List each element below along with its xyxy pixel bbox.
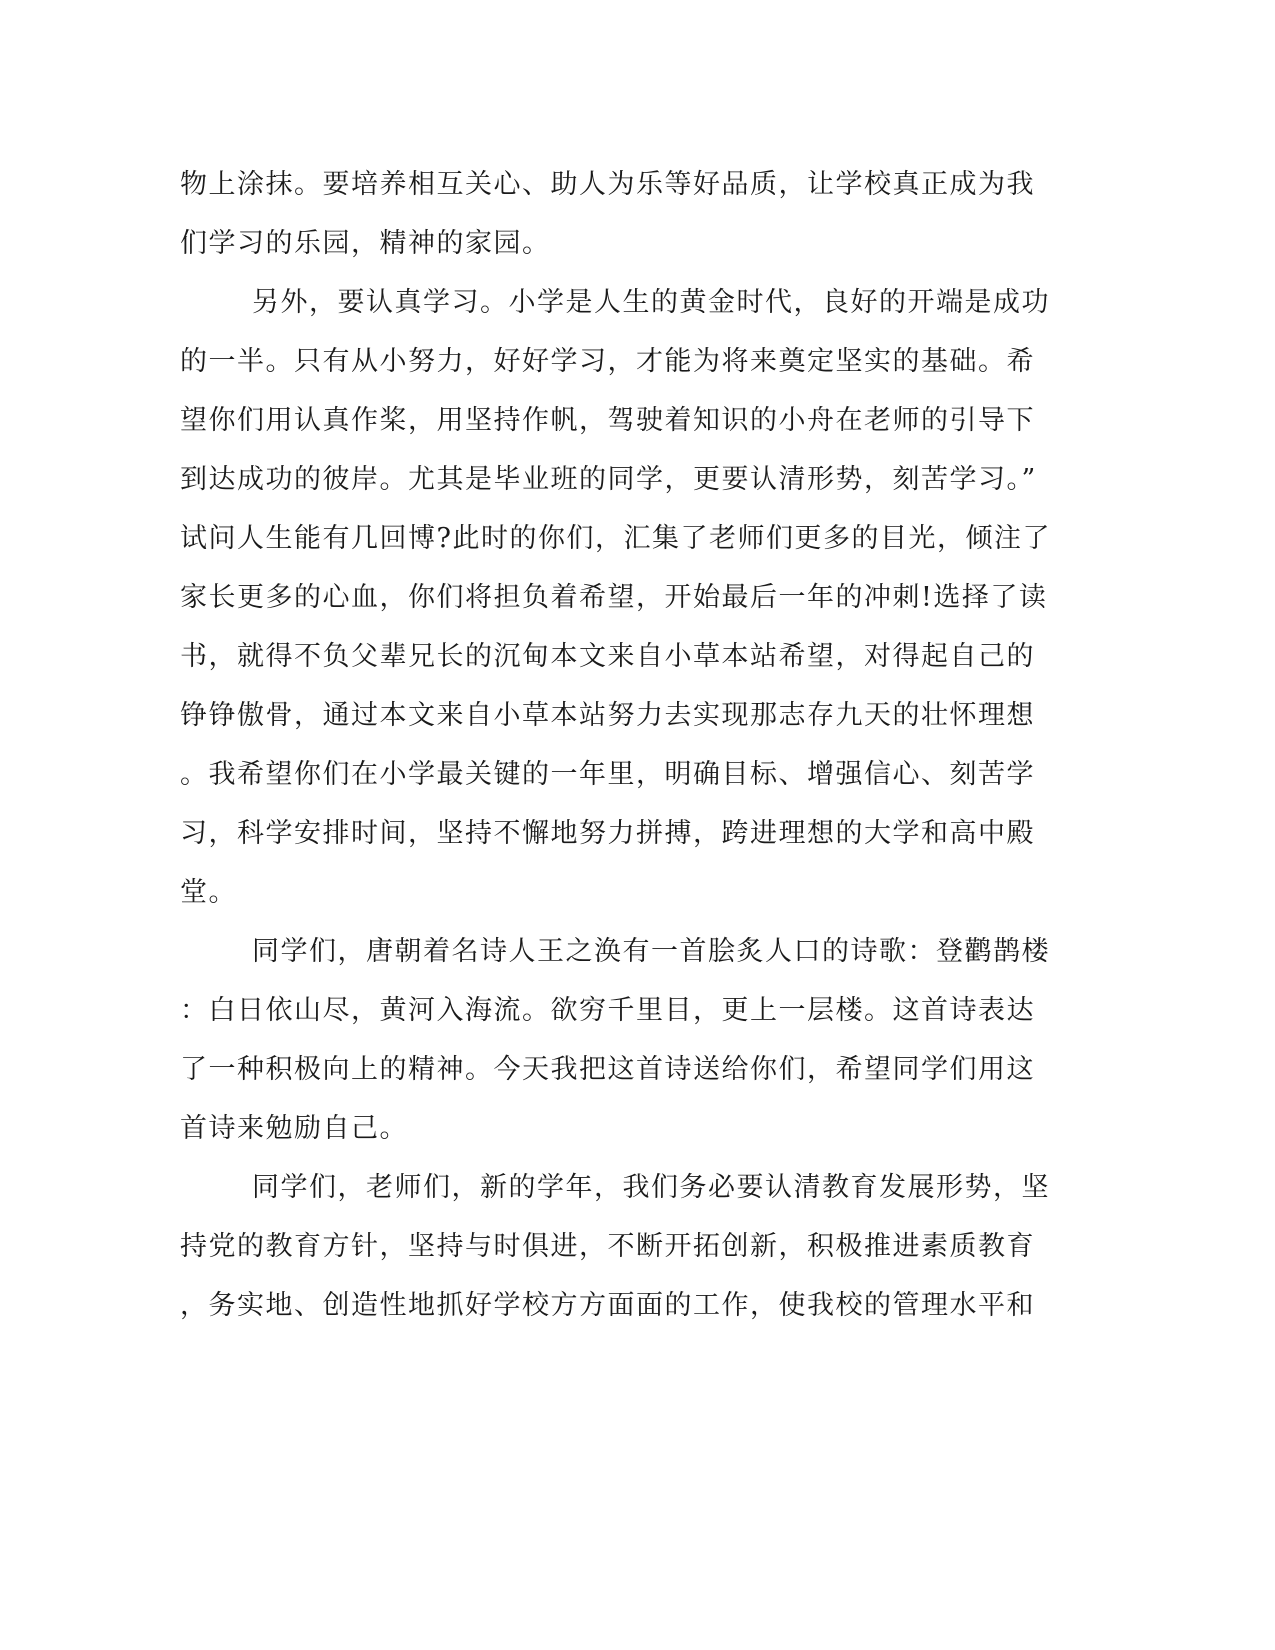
text-line: 铮铮傲骨，通过本文来自小草本站努力去实现那志存九天的壮怀理想 — [180, 700, 1035, 731]
paragraph-start-line: 另外，要认真学习。小学是人生的黄金时代，良好的开端是成功 — [252, 287, 1050, 318]
text-line: 的一半。只有从小努力，好好学习，才能为将来奠定坚实的基础。希 — [180, 346, 1035, 377]
text-line: 望你们用认真作桨，用坚持作帆，驾驶着知识的小舟在老师的引导下 — [180, 405, 1035, 436]
text-line: 持党的教育方针，坚持与时俱进，不断开拓创新，积极推进素质教育 — [180, 1231, 1035, 1262]
text-line: 首诗来勉励自己。 — [180, 1113, 408, 1144]
text-line: 家长更多的心血，你们将担负着希望，开始最后一年的冲刺!选择了读 — [180, 582, 1048, 613]
text-line: 们学习的乐园，精神的家园。 — [180, 228, 551, 259]
text-line: 书，就得不负父辈兄长的沉甸本文来自小草本站希望，对得起自己的 — [180, 641, 1035, 672]
paragraph-start-line: 同学们，老师们，新的学年，我们务必要认清教育发展形势，坚 — [252, 1172, 1050, 1203]
text-line: 试问人生能有几回博?此时的你们，汇集了老师们更多的目光，倾注了 — [180, 523, 1051, 554]
body-text — [180, 155, 1051, 1335]
text-line: ：白日依山尽，黄河入海流。欲穷千里目，更上一层楼。这首诗表达 — [180, 995, 1035, 1026]
text-line: 堂。 — [180, 877, 237, 908]
paragraph-start-line: 同学们，唐朝着名诗人王之涣有一首脍炙人口的诗歌：登鹳鹊楼 — [252, 936, 1050, 967]
text-line: 物上涂抹。要培养相互关心、助人为乐等好品质，让学校真正成为我 — [180, 169, 1035, 200]
text-line: 到达成功的彼岸。尤其是毕业班的同学，更要认清形势，刻苦学习。” — [180, 464, 1037, 495]
text-line: ，务实地、创造性地抓好学校方方面面的工作，使我校的管理水平和 — [180, 1290, 1035, 1321]
text-line: 习，科学安排时间，坚持不懈地努力拼搏，跨进理想的大学和高中殿 — [180, 818, 1035, 849]
text-line: 。我希望你们在小学最关键的一年里，明确目标、增强信心、刻苦学 — [180, 759, 1035, 790]
text-line: 了一种积极向上的精神。今天我把这首诗送给你们，希望同学们用这 — [180, 1054, 1035, 1085]
